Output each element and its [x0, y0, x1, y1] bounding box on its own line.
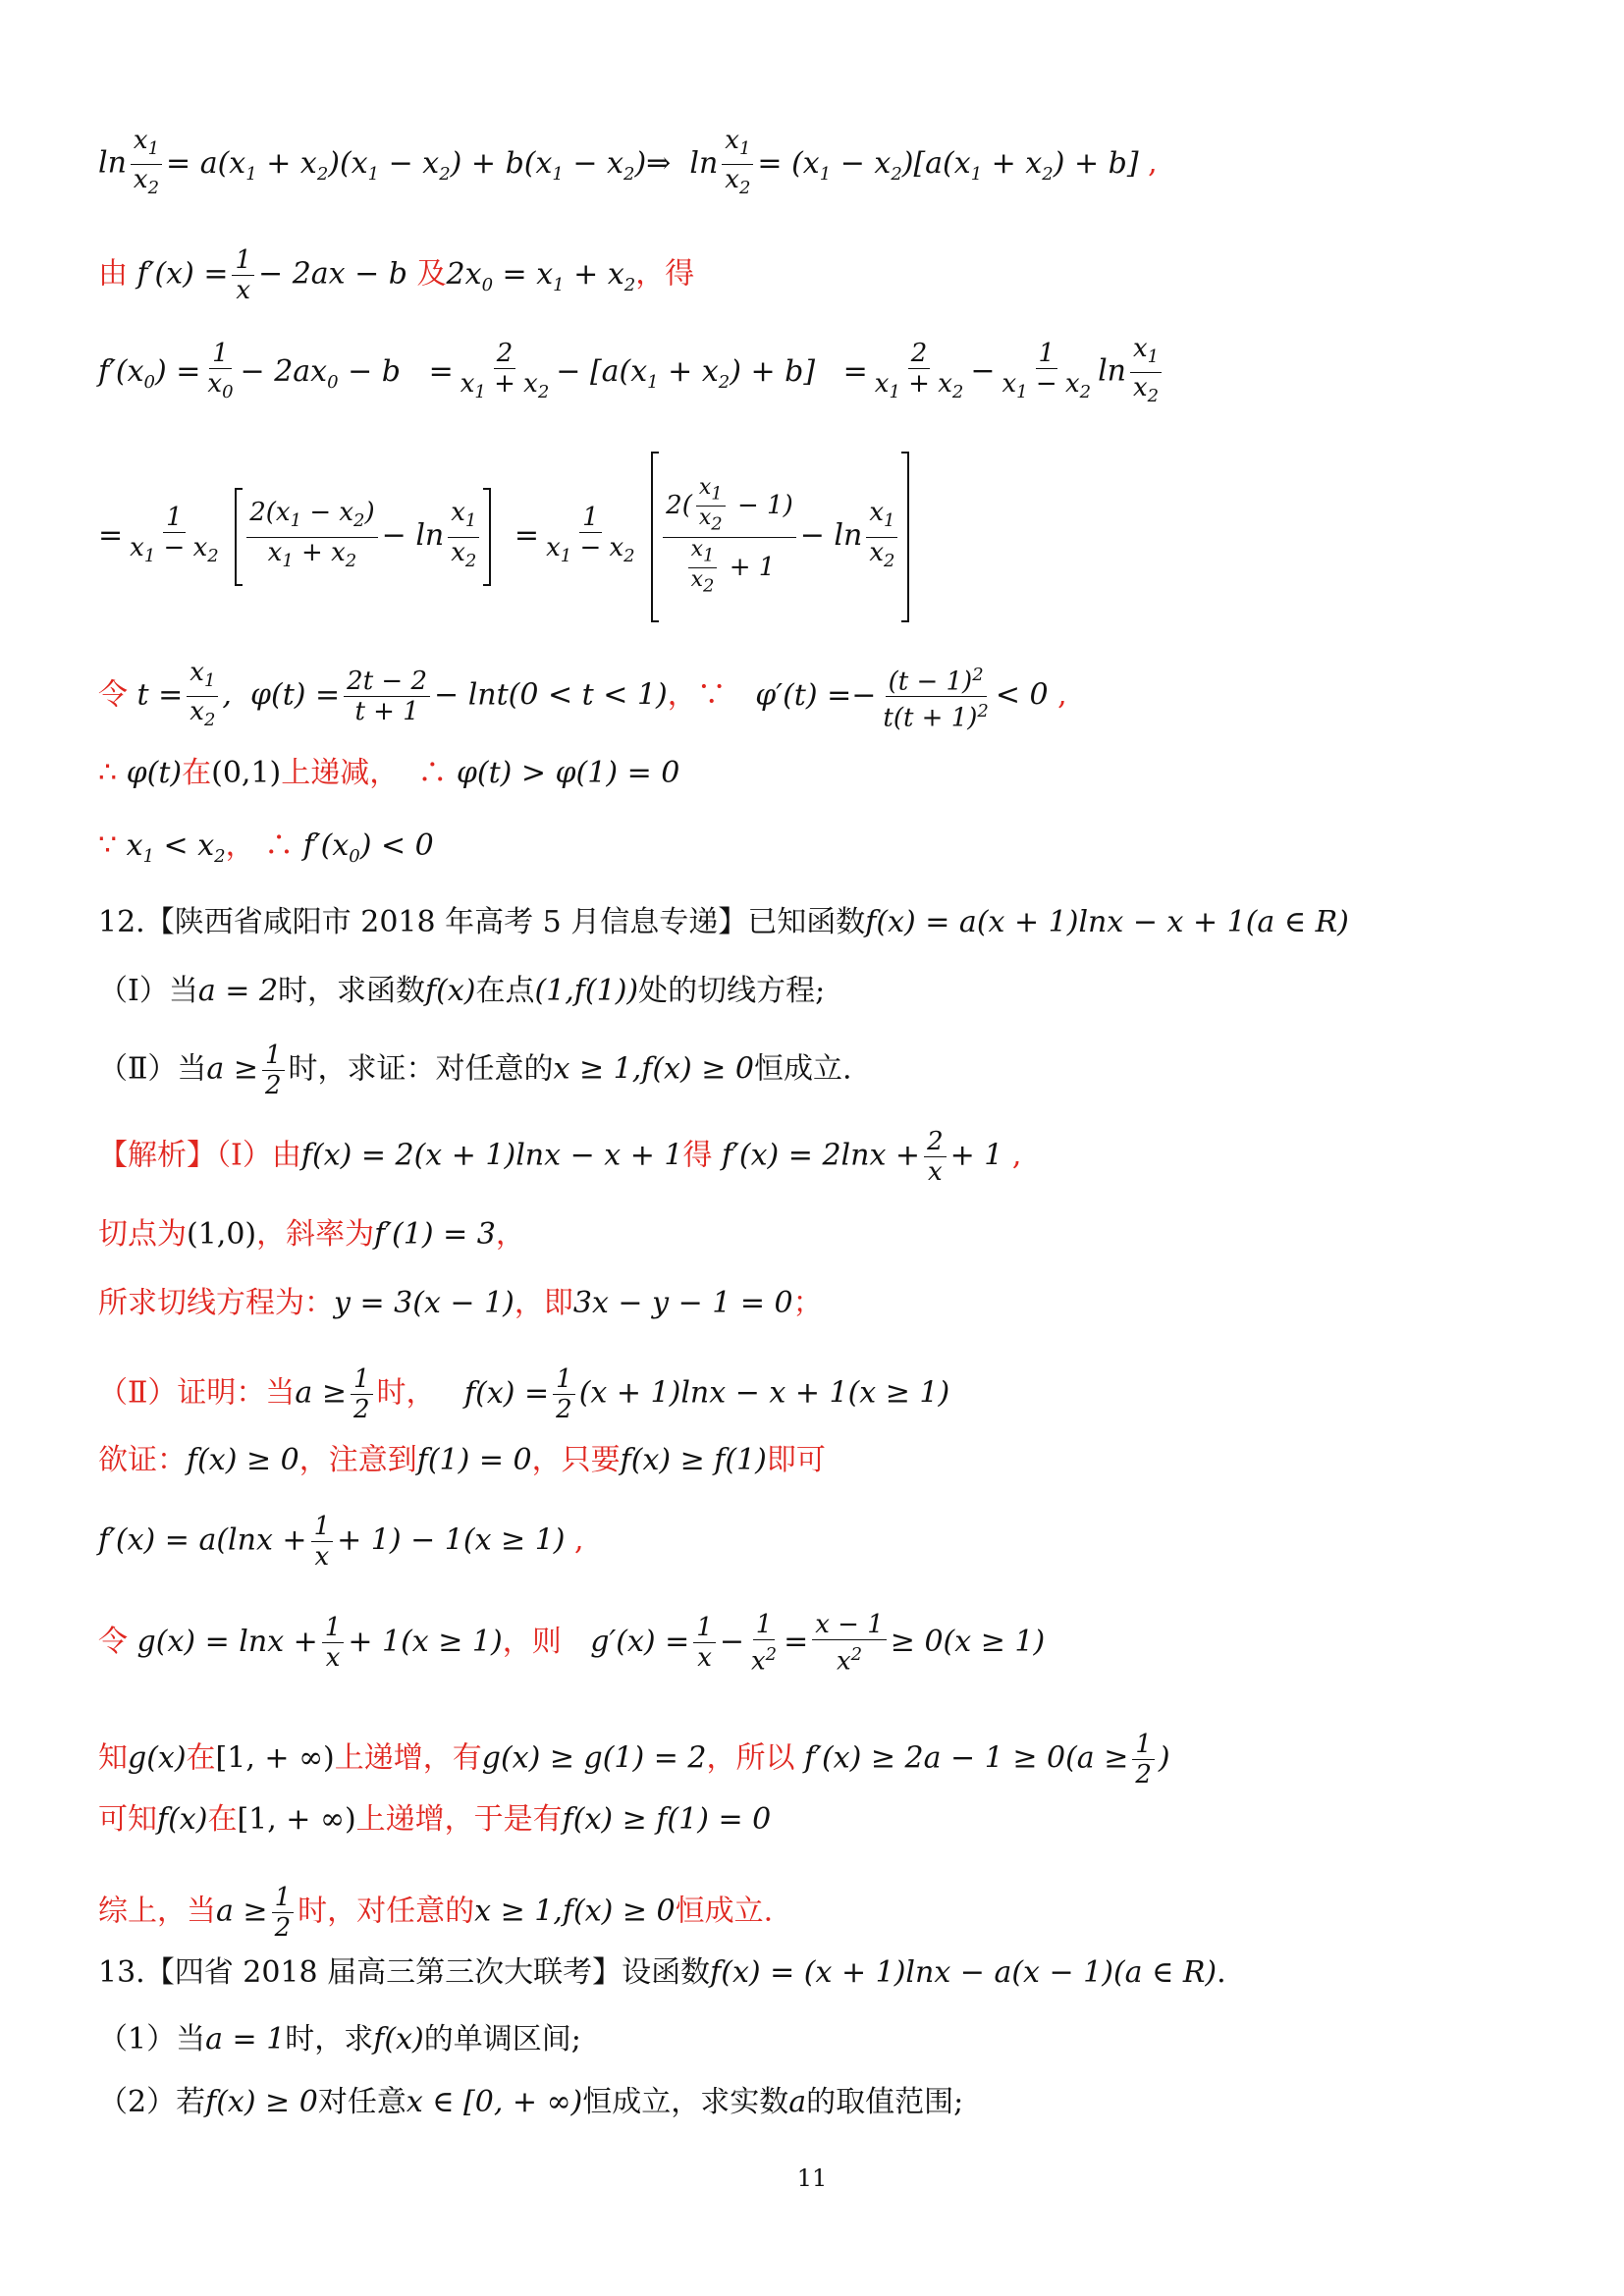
derivation-line-5: 令 t = $\frac{x_1}{x_2}$ , φ(t) = $\frac{2t - 2}{t + 1}$ − lnt(0 < t < 1)，∵ φ′(t) =− $\frac{(t - 1)^2}{t(t + 1)^2}$ < 0 ,	[98, 658, 1067, 733]
derivation-line-3: $f'(x_0)$ = $\frac{1}{x_0}$ − $2ax_0 - b$ = $\frac{2}{x_1 + x_2}$ − $[a(x_1 + x_2) + b]$ = $\frac{2}{x_1 + x_2}$ − $\frac{1}{x_1 - x_2}$ ln $\frac{x_1}{x_2}$	[98, 334, 1165, 411]
derivation-line-4: = $\frac{1}{x_1 - x_2}$ $\frac{2(x_1 - x_2)}{x_1 + x_2}$ − ln $\frac{x_1}{x_2}$ = $\frac{1}{x_1 - x_2}$ 2( $\frac{x_1}{x_2}$ − 1) $\frac{x_1}{x_2}$ + 1 − ln $\frac{x_1}{x_2}$	[98, 452, 909, 622]
question-12-stem: 12.【陕西省咸阳市 2018 年高考 5 月信息专递】已知函数f(x) = a(x + 1)lnx − x + 1(a ∈ R)	[98, 905, 1349, 939]
solution-12-line-2: 切点为(1,0)，斜率为f′(1) = 3，	[98, 1217, 525, 1252]
solution-12-line-10: 综上，当a ≥ $\frac{1}{2}$ 时，对任意的x ≥ 1,f(x) ≥ 0恒成立.	[98, 1883, 774, 1943]
derivation-line-1: ln $\frac{x_1}{x_2}$ = $a(x_1 + x_2)(x_1 - x_2) + b(x_1$ − $x_2)\Rightarrow$ ln $\frac{x_1}{x_2}$ = $(x_1 - x_2)[a(x_1 + x_2) + b]$ ,	[98, 126, 1158, 199]
page-number: 11	[796, 2164, 828, 2192]
solution-12-line-7: 令 g(x) = lnx + $\frac{1}{x}$ + 1(x ≥ 1)，则 g′(x) = $\frac{1}{x}$ − $\frac{1}{x^2}$ = $\frac{x - 1}{x^2}$ ≥ 0(x ≥ 1)	[98, 1610, 1046, 1677]
question-12-part-1: （Ⅰ）当a = 2时，求函数f(x)在点(1,f(1))处的切线方程;	[98, 974, 826, 1008]
derivation-line-7: ∵ $x_1 < x_2$， ∴ $f'(x_0) < 0$	[98, 828, 434, 867]
solution-12-line-1: 【解析】（Ⅰ）由f(x) = 2(x + 1)lnx − x + 1得 f′(x) = 2lnx + $\frac{2}{x}$ + 1 ,	[98, 1127, 1022, 1187]
solution-12-line-8: 知g(x)在[1, + ∞)上递增，有g(x) ≥ g(1) = 2，所以 f′(x) ≥ 2a − 1 ≥ 0(a ≥ $\frac{1}{2}$ )	[98, 1730, 1170, 1789]
question-13-part-2: （2）若f(x) ≥ 0对任意x ∈ [0, + ∞)恒成立，求实数a的取值范围;	[98, 2085, 964, 2119]
text-de: ，得	[635, 256, 695, 292]
solution-12-line-3: 所求切线方程为：y = 3(x − 1)，即3x − y − 1 = 0；	[98, 1286, 823, 1320]
derivation-line-6: ∴ φ(t)在(0,1)上递减， ∴ φ(t) > φ(1) = 0	[98, 756, 680, 790]
question-13-stem: 13.【四省 2018 届高三第三次大联考】设函数f(x) = (x + 1)lnx − a(x − 1)(a ∈ R).	[98, 1955, 1226, 1990]
solution-12-line-9: 可知f(x)在[1, + ∞)上递增，于是有f(x) ≥ f(1) = 0	[98, 1802, 772, 1837]
text-you: 由	[98, 256, 128, 292]
text-ji: 及	[416, 256, 447, 292]
solution-12-line-4: （Ⅱ）证明：当a ≥ $\frac{1}{2}$ 时， f(x) = $\frac{1}{2}$ (x + 1)lnx − x + 1(x ≥ 1)	[98, 1364, 950, 1424]
question-13-part-1: （1）当a = 1时，求f(x)的单调区间;	[98, 2022, 581, 2056]
solution-12-line-6: f′(x) = a(lnx + $\frac{1}{x}$ + 1) − 1(x ≥ 1) ,	[98, 1512, 584, 1572]
derivation-line-2: 由 f′(x) = $\frac{1}{x}$ − 2ax − b 及$2x_0 = x_1 + x_2$，得	[98, 245, 695, 305]
question-12-part-2: （Ⅱ）当a ≥ $\frac{1}{2}$ 时，求证：对任意的x ≥ 1,f(x) ≥ 0恒成立.	[98, 1041, 852, 1100]
solution-12-line-5: 欲证：f(x) ≥ 0，注意到f(1) = 0，只要f(x) ≥ f(1)即可	[98, 1443, 826, 1477]
